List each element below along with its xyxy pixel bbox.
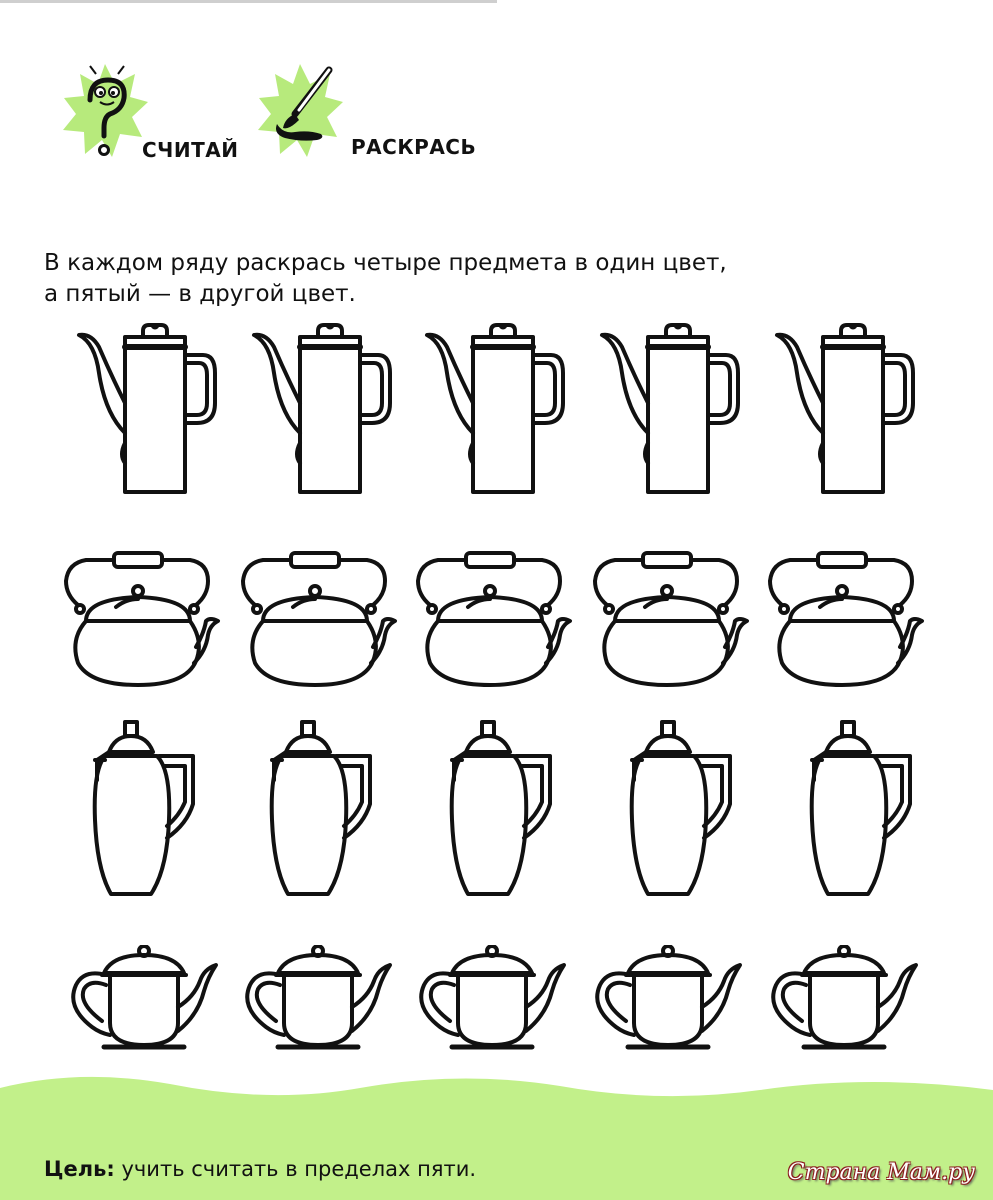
count-label: СЧИТАЙ	[142, 138, 239, 162]
teapot-1[interactable]	[62, 945, 222, 1055]
instruction-line-1: В каждом ряду раскрась четыре предмета в один цвет,	[44, 250, 727, 276]
kettle-4[interactable]	[585, 551, 751, 691]
kettle-1[interactable]	[56, 551, 222, 691]
teapot-5[interactable]	[762, 945, 922, 1055]
goal-text	[44, 1157, 476, 1181]
paint-label: РАСКРАСЬ	[351, 135, 477, 159]
jug-1[interactable]	[75, 720, 200, 900]
jug-3[interactable]	[432, 720, 557, 900]
goal-label: Цель:	[44, 1157, 115, 1181]
coffee-pot-3[interactable]	[423, 323, 573, 498]
teapot-3[interactable]	[410, 945, 570, 1055]
kettle-5[interactable]	[760, 551, 926, 691]
teapot-4[interactable]	[586, 945, 746, 1055]
jug-5[interactable]	[792, 720, 917, 900]
kettle-3[interactable]	[408, 551, 574, 691]
kettle-2[interactable]	[233, 551, 399, 691]
site-watermark: Страна Мам.ру	[787, 1160, 975, 1185]
coffee-pot-1[interactable]	[75, 323, 225, 498]
jug-4[interactable]	[612, 720, 737, 900]
coffee-pot-2[interactable]	[250, 323, 400, 498]
teapot-2[interactable]	[236, 945, 396, 1055]
coffee-pot-5[interactable]	[773, 323, 923, 498]
instruction-line-2: а пятый — в другой цвет.	[44, 281, 356, 307]
goal-description: учить считать в пределах пяти.	[114, 1157, 477, 1181]
coffee-pot-4[interactable]	[598, 323, 748, 498]
jug-2[interactable]	[252, 720, 377, 900]
